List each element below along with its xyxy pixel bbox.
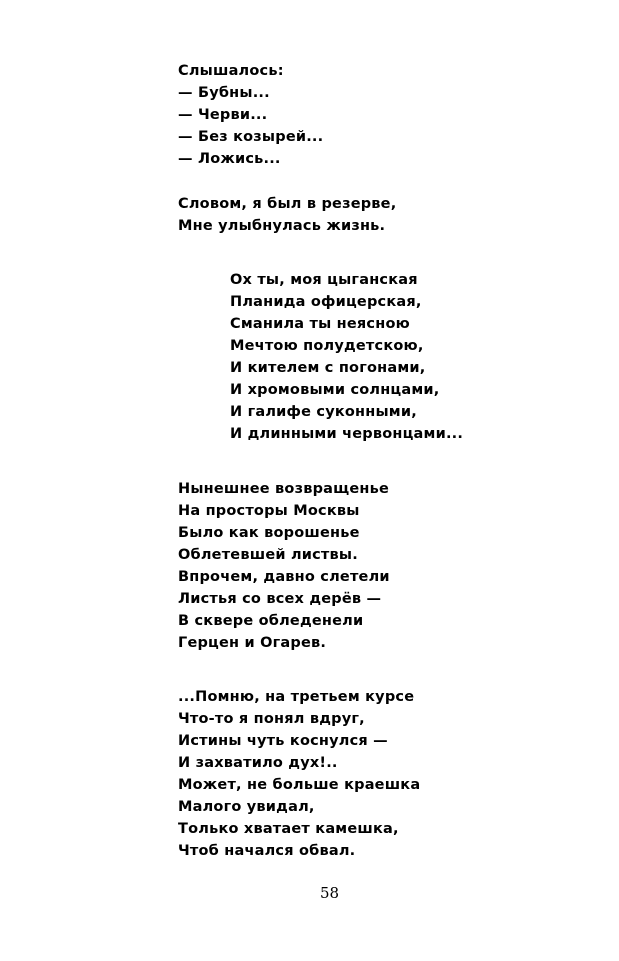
verse-line: В сквере обледенели (178, 613, 364, 629)
verse-line: Планида офицерская, (230, 294, 422, 310)
verse-line: И галифе суконными, (230, 404, 417, 420)
verse-line: Нынешнее возвращенье (178, 481, 390, 497)
verse-line: ...Помню, на третьем курсе (178, 689, 415, 705)
verse-line: — Ложись... (178, 151, 281, 167)
verse-line: Чтоб начался обвал. (178, 843, 356, 859)
verse-line: Ох ты, моя цыганская (230, 272, 418, 288)
verse-line: Листья со всех дерёв — (178, 591, 382, 607)
verse-line: Облетевшей листвы. (178, 547, 358, 563)
verse-line: И кителем с погонами, (230, 360, 426, 376)
verse-line: Только хватает камешка, (178, 821, 399, 837)
verse-line: На просторы Москвы (178, 503, 360, 519)
verse-line: И захватило дух!.. (178, 755, 338, 771)
verse-line: Было как ворошенье (178, 525, 360, 541)
verse-line: Что-то я понял вдруг, (178, 711, 365, 727)
stanza-5 (178, 686, 420, 862)
verse-line: Малого увидал, (178, 799, 315, 815)
stanza-1 (178, 60, 323, 170)
stanza-3-indented (230, 269, 463, 445)
verse-line: Мне улыбнулась жизнь. (178, 218, 386, 234)
page-number: 58 (319, 884, 340, 902)
stanza-2 (178, 193, 396, 237)
verse-line: Сманила ты неясною (230, 316, 410, 332)
verse-line: И хромовыми солнцами, (230, 382, 440, 398)
verse-line: И длинными червонцами... (230, 426, 464, 442)
verse-line: Истины чуть коснулся — (178, 733, 388, 749)
stanza-4 (178, 478, 390, 654)
verse-line: Слышалось: (178, 63, 284, 79)
verse-line: Словом, я был в резерве, (178, 196, 397, 212)
verse-line: Впрочем, давно слетели (178, 569, 390, 585)
verse-line: Мечтою полудетскою, (230, 338, 424, 354)
verse-line: — Черви... (178, 107, 268, 123)
verse-line: — Бубны... (178, 85, 270, 101)
verse-line: — Без козырей... (178, 129, 324, 145)
verse-line: Герцен и Огарев. (178, 635, 327, 651)
verse-line: Может, не больше краешка (178, 777, 421, 793)
